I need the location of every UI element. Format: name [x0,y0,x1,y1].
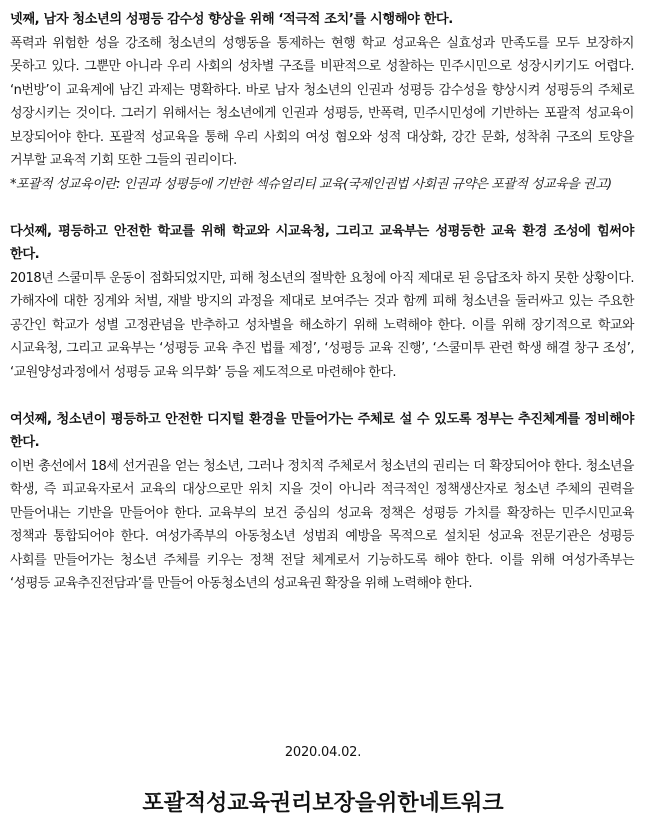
section-body: 폭력과 위험한 성을 강조해 청소년의 성행동을 통제하는 현행 학교 성교육은 실효성과 만족도를 모두 보장하지 못하고 있다. 그뿐만 아니라 우리 사회의 성차별 구조를 비판적으로 성찰하는 민주시민으로 성장시키기도 어렵다. ‘n번방’이 교육계에 남긴 과제는 명확하다. 바로 남자 청소년의 인권과 성평등 감수성을 향상시켜 성평등의 주체로 성장시키는 것이다. 그러기 위해서는 청소년에게 인권과 성평등, 반폭력, 민주시민성에 기반하는 포괄적 성교육이 보장되어야 한다. 포괄적 성교육을 통해 우리 사회의 여성 혐오와 성적 대상화, 강간 문화, 성착취 구조의 토양을 거부할 교육적 기회 또한 그들의 권리이다. [10,35,634,168]
section-spacer [10,196,634,220]
section-sixth [10,408,634,596]
section-heading: 여섯째, 청소년이 평등하고 안전한 디지털 환경을 만들어가는 주체로 설 수 있도록 정부는 추진체계를 정비해야 한다. [10,411,634,450]
document-body [10,8,634,596]
section-fifth [10,220,634,385]
organization-signature: 포괄적성교육권리보장을위한네트워크 [142,791,504,816]
document-date: 2020.04.02. [284,745,362,760]
footnote-comprehensive-sex-education: *포괄적 성교육이란: 인권과 성평등에 기반한 섹슈얼리티 교육(국제인권법 사회권 규약은 포괄적 성교육을 권고) [10,176,612,192]
section-fourth [10,8,634,196]
section-body: 2018년 스쿨미투 운동이 점화되었지만, 피해 청소년의 절박한 요청에 아직 제대로 된 응답조차 하지 못한 상황이다. 가해자에 대한 징계와 처벌, 재발 방지의 과정을 제대로 보여주는 것과 함께 피해 청소년을 둘러싸고 있는 주요한 공간인 학교가 성별 고정관념을 반추하고 성차별을 해소하기 위해 노력해야 한다. 이를 위해 장기적으로 학교와 시교육청, 그리고 교육부는 ‘성평등 교육 추진 법률 제정’, ‘성평등 교육 진행’, ‘스쿨미투 관련 학생 해결 창구 조성’, ‘교원양성과정에서 성평등 교육 의무화’ 등을 제도적으로 마련해야 한다. [10,270,634,380]
section-spacer [10,384,634,408]
section-heading: 넷째, 남자 청소년의 성평등 감수성 향상을 위해 ‘적극적 조치’를 시행해야 한다. [10,12,453,27]
section-heading: 다섯째, 평등하고 안전한 학교를 위해 학교와 시교육청, 그리고 교육부는 성평등한 교육 환경 조성에 힘써야 한다. [10,223,634,262]
section-body: 이번 총선에서 18세 선거권을 얻는 청소년, 그러나 정치적 주체로서 청소년의 권리는 더 확장되어야 한다. 청소년을 학생, 즉 피교육자로서 교육의 대상으로만 위치 지을 것이 아니라 적극적인 정책생산자로 청소년 주체의 권력을 만들어내는 기반을 만들어야 한다. 교육부의 보건 중심의 성교육 정책은 성평등 가치를 확장하는 민주시민교육 정책과 통합되어야 한다. 여성가족부의 아동청소년 성범죄 예방을 목적으로 설치된 성교육 전문기관은 성평등 사회를 만들어가는 청소년 주체를 키우는 정책 전달 체계로서 기능하도록 해야 한다. 이를 위해 여성가족부는 ‘성평등 교육추진전담과’를 만들어 아동청소년의 성교육권 확장을 위해 노력해야 한다. [10,458,634,591]
